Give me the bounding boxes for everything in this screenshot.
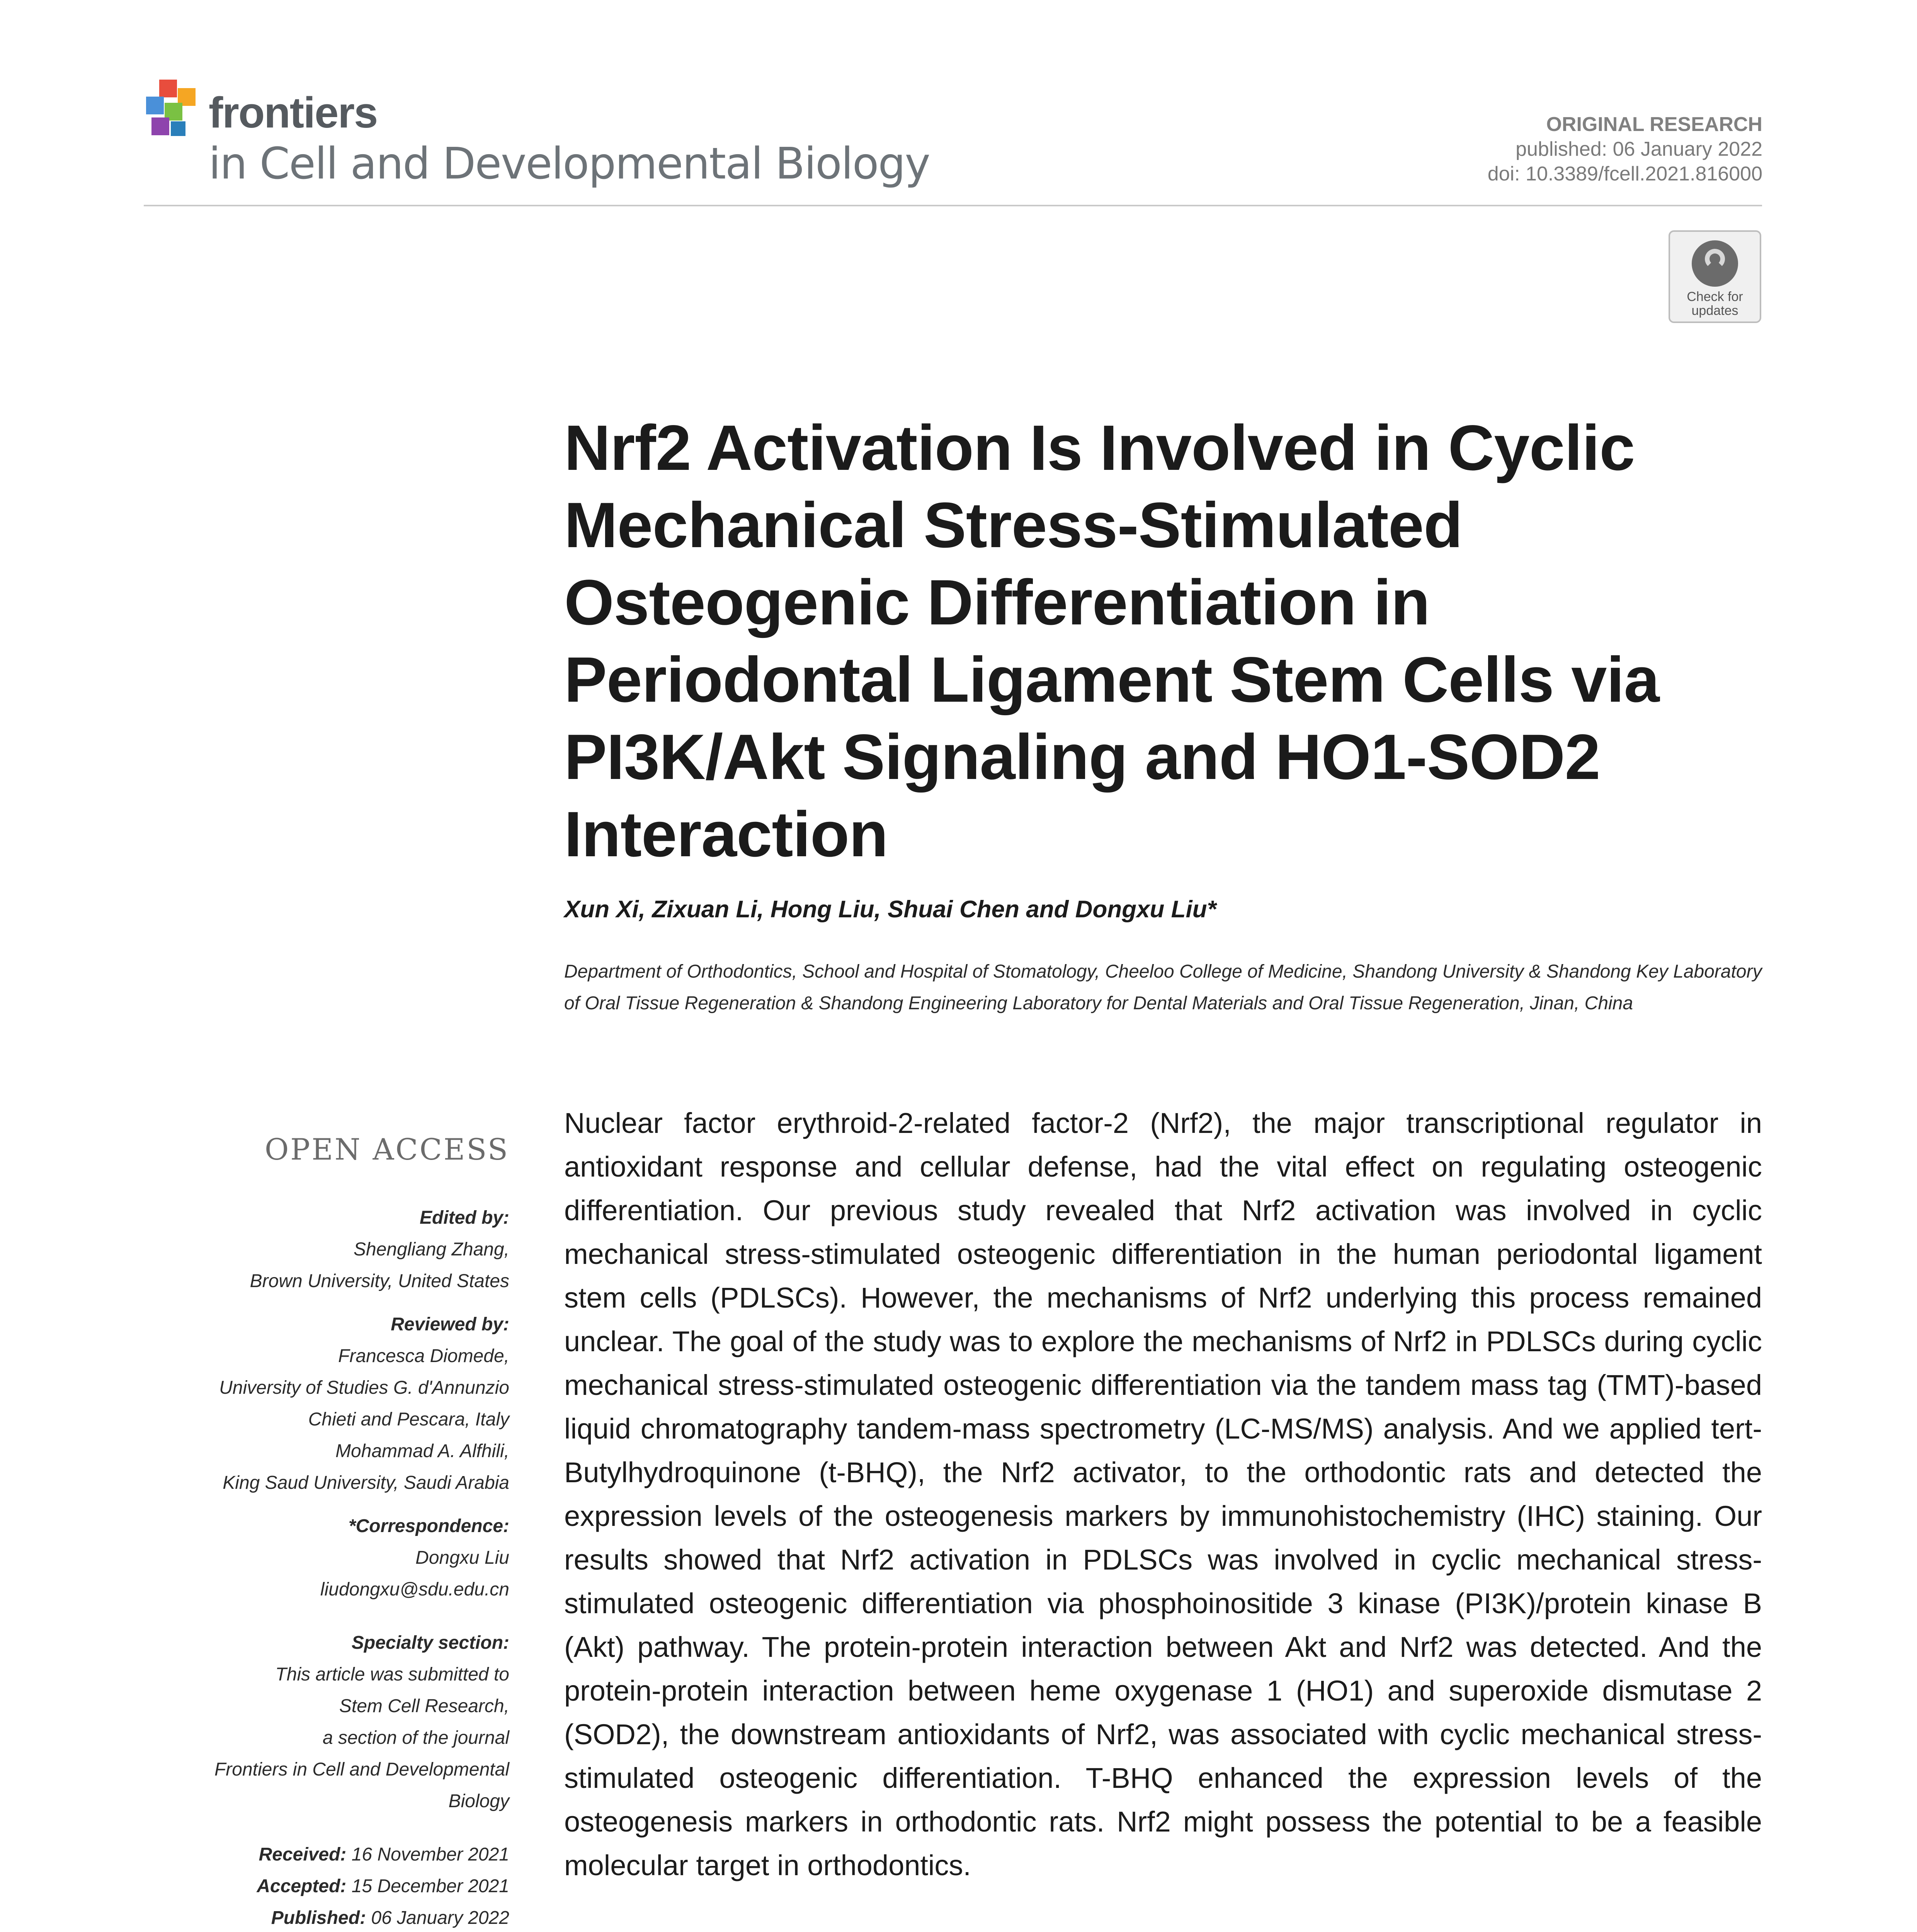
journal-name: in Cell and Developmental Biology xyxy=(209,139,930,189)
affiliation: Department of Orthodontics, School and Hospital of Stomatology, Cheeloo College of Medicine, Shandong University & Shandong Key Laboratory of Oral Tissue Regeneration & Shandong Engineering Laboratory for Dental Materials and Oral Tissue Regeneration, Jinan, China xyxy=(564,961,1762,1014)
doi-link[interactable]: doi: 10.3389/fcell.2021.816000 xyxy=(1487,163,1762,185)
correspondence-email-link[interactable]: liudongxu@sdu.edu.cn xyxy=(320,1579,509,1600)
specialty-section xyxy=(144,1627,509,1817)
accepted-label: Accepted: xyxy=(257,1876,347,1896)
abstract: Nuclear factor erythroid-2-related factor-2 (Nrf2), the major transcriptional regulator in antioxidant response and cellular defense, had the vital effect on regulating osteogenic differentiation. Our previous study revealed that Nrf2 activation was involved in cyclic mechanical stress-stimulated osteogenic differentiation in the human periodontal ligament stem cells (PDLSCs). However, the mechanisms of Nrf2 underlying this process remained unclear. The goal of the study was to explore the mechanisms of Nrf2 in PDLSCs during cyclic mechanical stress-stimulated osteogenic differentiation via the tandem mass tag (TMT)-based liquid chromatography tandem-mass spectrometry (LC-MS/MS) analysis. And we applied tert-Butylhydroquinone (t-BHQ), the Nrf2 activator, to the orthodontic rats and detected the expression levels of the osteogenesis markers by immunohistochemistry (IHC) staining. Our results showed that Nrf2 activation in PDLSCs was involved in cyclic mechanical stress-stimulated osteogenic differentiation via phosphoinositide 3 kinase (PI3K)/protein kinase B (Akt) pathway. The protein-protein interaction between Akt and Nrf2 was detected. And the protein-protein interaction between heme oxygenase 1 (HO1) and superoxide dismutase 2 (SOD2), the downstream antioxidants of Nrf2, was associated with cyclic mechanical stress-stimulated osteogenic differentiation. T-BHQ enhanced the expression levels of the osteogenesis markers in orthodontic rats. Nrf2 might possess the potential to be a feasible molecular target in orthodontics. xyxy=(564,1107,1762,1881)
reviewed-by-section xyxy=(144,1309,509,1499)
reviewer-line: University of Studies G. d'Annunzio xyxy=(219,1378,509,1398)
correspondence-label: *Correspondence: xyxy=(348,1516,509,1536)
published-row xyxy=(144,1902,509,1932)
edited-by-label: Edited by: xyxy=(419,1208,509,1228)
reviewer-line: Chieti and Pescara, Italy xyxy=(308,1409,509,1430)
header-divider xyxy=(144,205,1762,206)
badge-label-line1: Check for xyxy=(1687,289,1743,304)
accepted-date: 15 December 2021 xyxy=(351,1876,509,1896)
received-row xyxy=(144,1839,509,1871)
specialty-line: This article was submitted to xyxy=(275,1664,509,1685)
editor-line: Brown University, United States xyxy=(250,1271,509,1291)
frontiers-logo-mark xyxy=(144,80,202,141)
sidebar xyxy=(144,1132,509,1932)
received-label: Received: xyxy=(259,1844,347,1865)
specialty-line: Stem Cell Research, xyxy=(339,1696,509,1716)
edited-by-section xyxy=(144,1202,509,1297)
check-for-updates-button[interactable] xyxy=(1669,230,1761,323)
dates-section xyxy=(144,1839,509,1932)
accepted-row xyxy=(144,1871,509,1902)
published-label: Published: xyxy=(271,1908,366,1928)
open-access-label: OPEN ACCESS xyxy=(264,1132,509,1167)
author-list: Xun Xi, Zixuan Li, Hong Liu, Shuai Chen and Dongxu Liu* xyxy=(564,896,1216,923)
brand-wordmark: frontiers xyxy=(209,88,378,137)
correspondence-name: Dongxu Liu xyxy=(415,1548,509,1568)
specialty-line: Biology xyxy=(448,1791,509,1811)
specialty-line: Frontiers in Cell and Developmental xyxy=(214,1759,509,1780)
reviewer-line: Mohammad A. Alfhili, xyxy=(335,1441,509,1461)
crossmark-icon xyxy=(1692,240,1738,287)
reviewed-by-label: Reviewed by: xyxy=(391,1314,509,1335)
reviewer-line: King Saud University, Saudi Arabia xyxy=(223,1473,509,1493)
correspondence-section xyxy=(144,1510,509,1605)
article-type: ORIGINAL RESEARCH xyxy=(1546,113,1762,136)
specialty-line: a section of the journal xyxy=(323,1728,509,1748)
received-date: 16 November 2021 xyxy=(351,1844,509,1865)
keywords xyxy=(564,1930,1762,1932)
published-date: published: 06 January 2022 xyxy=(1516,138,1762,160)
article-title: Nrf2 Activation Is Involved in Cyclic Mechanical Stress-Stimulated Osteogenic Differentiation in Periodontal Ligament Stem Cells via PI3K/Akt Signaling and HO1-SOD2 Interaction xyxy=(564,412,1659,870)
published-date-sidebar: 06 January 2022 xyxy=(371,1908,509,1928)
specialty-label: Specialty section: xyxy=(351,1633,509,1653)
badge-label-line2: updates xyxy=(1691,303,1738,318)
editor-line: Shengliang Zhang, xyxy=(354,1239,509,1260)
article-meta xyxy=(1488,112,1762,186)
reviewer-line: Francesca Diomede, xyxy=(338,1346,509,1366)
